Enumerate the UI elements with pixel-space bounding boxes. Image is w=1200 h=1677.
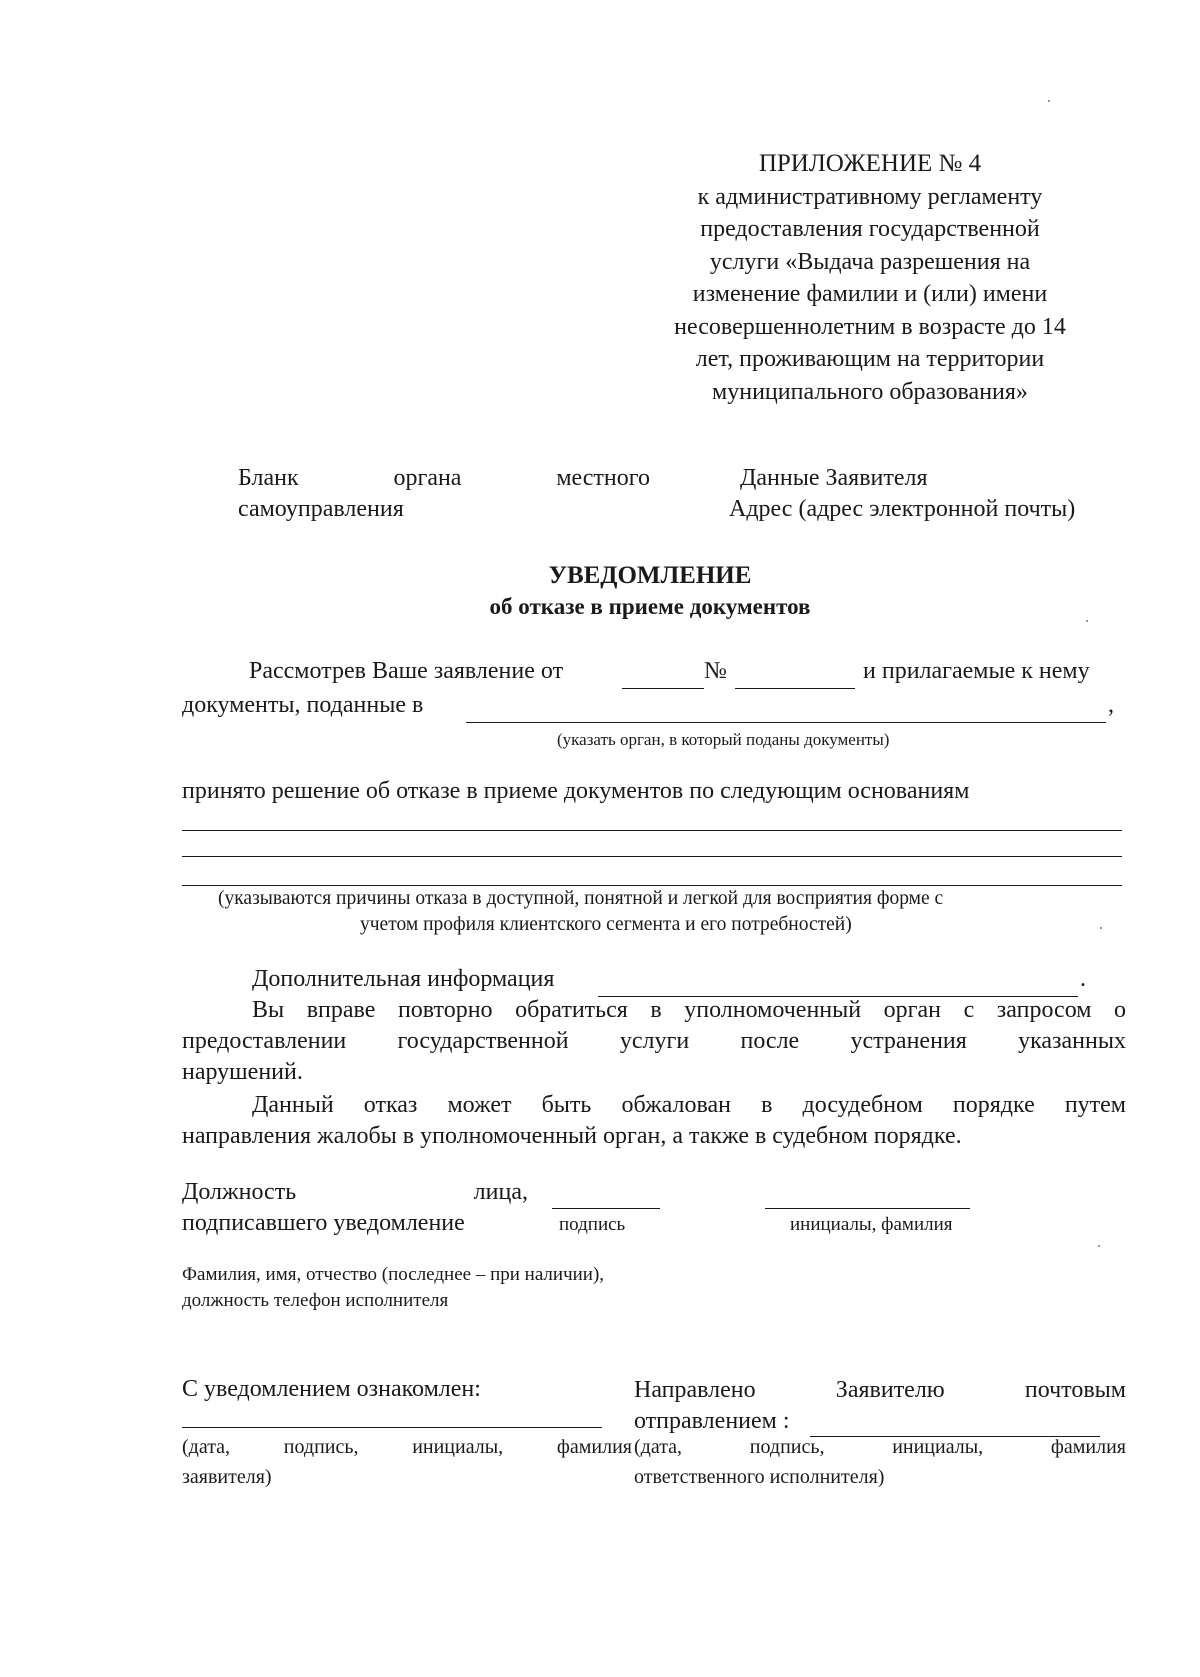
notice-title: УВЕДОМЛЕНИЕ bbox=[548, 562, 752, 589]
appendix-line: к административному регламенту bbox=[697, 183, 1043, 210]
date-field-line bbox=[622, 688, 704, 689]
position-line1 bbox=[182, 1179, 528, 1206]
scan-speck bbox=[1048, 100, 1050, 102]
appeal-word: в bbox=[761, 1092, 773, 1118]
number-sign: № bbox=[704, 658, 727, 684]
reapply-line1 bbox=[252, 997, 1126, 1024]
initials-field-line bbox=[765, 1208, 970, 1209]
acknowledged-field-line bbox=[182, 1427, 602, 1428]
additional-info-label: Дополнительная информация bbox=[252, 966, 555, 992]
header-left-word: Бланк bbox=[238, 465, 299, 491]
appeal-word: быть bbox=[541, 1092, 592, 1118]
reapply-word: о bbox=[1114, 997, 1126, 1023]
acknowledged-hint-word: подпись, bbox=[283, 1436, 359, 1458]
position-word: лица, bbox=[473, 1179, 528, 1205]
reason-line-1 bbox=[182, 830, 1122, 831]
appendix-line: изменение фамилии и (или) имени bbox=[692, 281, 1048, 307]
appendix-line: услуги «Выдача разрешения на bbox=[709, 248, 1031, 275]
sent-word: Заявителю bbox=[835, 1377, 945, 1403]
appendix-block bbox=[640, 148, 1100, 408]
reviewed-suffix: и прилагаемые к нему bbox=[863, 658, 1090, 684]
applicant-address-label: Адрес (адрес электронной почты) bbox=[729, 496, 1076, 522]
submitted-field-line bbox=[466, 722, 1106, 723]
signature-hint: подпись bbox=[559, 1214, 626, 1235]
decision-text: принято решение об отказе в приеме документов по следующим основаниям bbox=[182, 778, 970, 804]
applicant-data-label: Данные Заявителя bbox=[740, 465, 928, 491]
acknowledged-hint-word: фамилия bbox=[556, 1436, 632, 1458]
scan-speck bbox=[1098, 1245, 1100, 1247]
appendix-line: предоставления государственной bbox=[700, 216, 1040, 242]
reapply-word: уполномоченный bbox=[684, 997, 862, 1023]
appendix-line: лет, проживающим на территории bbox=[695, 346, 1045, 372]
scan-speck bbox=[1100, 927, 1102, 929]
position-word: Должность bbox=[182, 1179, 297, 1205]
appeal-word: может bbox=[447, 1092, 512, 1118]
reapply-line2 bbox=[182, 1028, 1126, 1055]
appeal-word: Данный bbox=[252, 1092, 334, 1118]
appeal-word: порядке bbox=[952, 1092, 1035, 1118]
number-field-line bbox=[735, 688, 855, 689]
reapply-word: вправе bbox=[306, 997, 376, 1023]
appeal-line2: направления жалобы в уполномоченный орган, а также в судебном порядке. bbox=[182, 1123, 962, 1149]
sent-line1 bbox=[634, 1377, 1126, 1404]
reapply-word: повторно bbox=[397, 997, 493, 1023]
reapply-word: указанных bbox=[1018, 1028, 1126, 1054]
position-line2: подписавшего уведомление bbox=[182, 1210, 465, 1236]
sent-word: Направлено bbox=[634, 1377, 756, 1403]
header-left-line1 bbox=[238, 465, 650, 492]
reasons-hint-line2: учетом профиля клиентского сегмента и его потребностей) bbox=[360, 914, 852, 935]
reviewed-prefix: Рассмотрев Ваше заявление от bbox=[249, 658, 564, 684]
signature-field-line bbox=[552, 1208, 660, 1209]
sent-hint-line2: ответственного исполнителя) bbox=[634, 1466, 885, 1488]
submitted-comma: , bbox=[1108, 692, 1114, 718]
sent-hint-word: (дата, bbox=[634, 1436, 683, 1458]
acknowledged-hint-line1 bbox=[182, 1436, 632, 1459]
submitted-hint: (указать орган, в который поданы документы) bbox=[557, 730, 890, 749]
reapply-word: услуги bbox=[619, 1028, 690, 1054]
appeal-word: отказ bbox=[363, 1092, 418, 1118]
sent-hint-word: подпись, bbox=[749, 1436, 825, 1458]
reapply-word: после bbox=[740, 1028, 800, 1054]
reapply-line3: нарушений. bbox=[182, 1059, 303, 1085]
reapply-word: государственной bbox=[397, 1028, 569, 1054]
reapply-word: запросом bbox=[996, 997, 1092, 1023]
header-left-word: органа bbox=[393, 465, 462, 491]
scan-speck bbox=[1086, 620, 1088, 622]
sent-hint-line1 bbox=[634, 1436, 1126, 1459]
sent-hint-word: фамилия bbox=[1050, 1436, 1126, 1458]
sent-line2: отправлением : bbox=[634, 1408, 790, 1434]
executor-line1: Фамилия, имя, отчество (последнее – при наличии), bbox=[182, 1264, 605, 1285]
initials-hint: инициалы, фамилия bbox=[790, 1214, 953, 1235]
reapply-word: орган bbox=[883, 997, 942, 1023]
appeal-word: путем bbox=[1064, 1092, 1126, 1118]
header-left-line2: самоуправления bbox=[238, 496, 404, 522]
appeal-line1 bbox=[252, 1092, 1126, 1119]
header-left-word: местного bbox=[556, 465, 650, 491]
sent-hint-word: инициалы, bbox=[892, 1436, 984, 1458]
reapply-word: в bbox=[650, 997, 662, 1023]
reapply-word: предоставлении bbox=[182, 1028, 347, 1054]
sent-word: почтовым bbox=[1024, 1377, 1126, 1403]
reapply-word: Вы bbox=[252, 997, 285, 1023]
acknowledged-hint-line2: заявителя) bbox=[182, 1466, 272, 1488]
reasons-hint-line1: (указываются причины отказа в доступной, понятной и легкой для восприятия форме с bbox=[218, 888, 944, 909]
appendix-title: ПРИЛОЖЕНИЕ № 4 bbox=[758, 150, 982, 177]
reapply-word: с bbox=[963, 997, 975, 1023]
appeal-word: обжалован bbox=[621, 1092, 731, 1118]
acknowledged-hint-word: (дата, bbox=[182, 1436, 231, 1458]
reapply-word: устранения bbox=[850, 1028, 967, 1054]
acknowledged-hint-word: инициалы, bbox=[412, 1436, 504, 1458]
appendix-line: муниципального образования» bbox=[712, 378, 1028, 405]
appeal-word: досудебном bbox=[802, 1092, 923, 1118]
reason-line-2 bbox=[182, 856, 1122, 857]
executor-line2: должность телефон исполнителя bbox=[182, 1290, 449, 1311]
additional-info-dot: . bbox=[1080, 966, 1086, 992]
submitted-prefix: документы, поданные в bbox=[182, 692, 424, 718]
reapply-word: обратиться bbox=[515, 997, 628, 1023]
appendix-line: несовершеннолетним в возрасте до 14 bbox=[674, 313, 1066, 340]
acknowledged-label: С уведомлением ознакомлен: bbox=[182, 1376, 481, 1402]
reason-line-3 bbox=[182, 885, 1122, 886]
notice-subtitle: об отказе в приеме документов bbox=[489, 594, 811, 619]
